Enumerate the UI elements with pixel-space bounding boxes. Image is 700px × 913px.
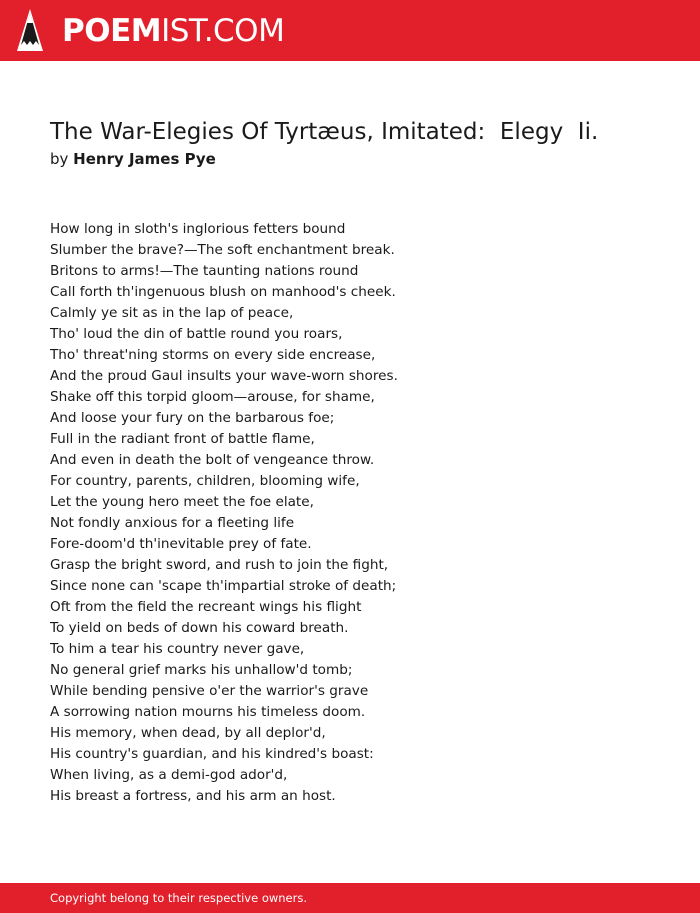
- poem-line: His memory, when dead, by all deplor'd,: [50, 725, 326, 741]
- poem-line: Call forth th'ingenuous blush on manhood's cheek.: [50, 284, 396, 300]
- footer-bar: [0, 883, 700, 913]
- poem-line: To him a tear his country never gave,: [50, 641, 305, 657]
- header-bar: [0, 0, 700, 61]
- poem-line: His breast a fortress, and his arm an host.: [50, 788, 336, 804]
- poem-line: Tho' loud the din of battle round you roars,: [50, 326, 343, 342]
- poem-line: Shake off this torpid gloom—arouse, for shame,: [50, 389, 375, 405]
- poem-line: Fore-doom'd th'inevitable prey of fate.: [50, 536, 312, 552]
- poem-line: His country's guardian, and his kindred's boast:: [50, 746, 374, 762]
- poem-line: How long in sloth's inglorious fetters bound: [50, 221, 346, 237]
- poem-line: And the proud Gaul insults your wave-worn shores.: [50, 368, 398, 384]
- poem-line: Britons to arms!—The taunting nations round: [50, 263, 359, 279]
- poem-line: And loose your fury on the barbarous foe;: [50, 410, 335, 426]
- poem-line: Calmly ye sit as in the lap of peace,: [50, 305, 294, 321]
- poem-line: And even in death the bolt of vengeance throw.: [50, 452, 375, 468]
- poem-line: No general grief marks his unhallow'd tomb;: [50, 662, 353, 678]
- copyright-notice: Copyright belong to their respective owners.: [50, 891, 308, 905]
- poem-line: Grasp the bright sword, and rush to join the fight,: [50, 557, 389, 573]
- poem-line: Oft from the field the recreant wings his flight: [50, 599, 362, 615]
- poem-line: Not fondly anxious for a fleeting life: [50, 515, 295, 531]
- poem-line: To yield on beds of down his coward breath.: [50, 620, 349, 636]
- byline: [50, 149, 216, 169]
- site-logo[interactable]: [62, 11, 284, 51]
- logo-text-bold: POEM: [62, 13, 162, 49]
- poem-line: Tho' threat'ning storms on every side encrease,: [50, 347, 376, 363]
- poem-line: When living, as a demi-god ador'd,: [50, 767, 288, 783]
- author-name: Henry James Pye: [73, 150, 216, 168]
- poem-line: A sorrowing nation mourns his timeless doom.: [50, 704, 366, 720]
- poem-body: [50, 219, 398, 807]
- pencil-tip-icon[interactable]: [17, 9, 43, 51]
- by-label: by: [50, 150, 74, 168]
- poem-line: Slumber the brave?—The soft enchantment break.: [50, 242, 395, 258]
- poem-line: Since none can 'scape th'impartial stroke of death;: [50, 578, 397, 594]
- poem-line: Full in the radiant front of battle flame,: [50, 431, 315, 447]
- poem-title: The War-Elegies Of Tyrtæus, Imitated: Elegy Ii.: [50, 119, 599, 145]
- poem-line: Let the young hero meet the foe elate,: [50, 494, 314, 510]
- poem-line: For country, parents, children, blooming wife,: [50, 473, 360, 489]
- poem-line: While bending pensive o'er the warrior's grave: [50, 683, 369, 699]
- logo-text-light: IST.COM: [161, 13, 285, 49]
